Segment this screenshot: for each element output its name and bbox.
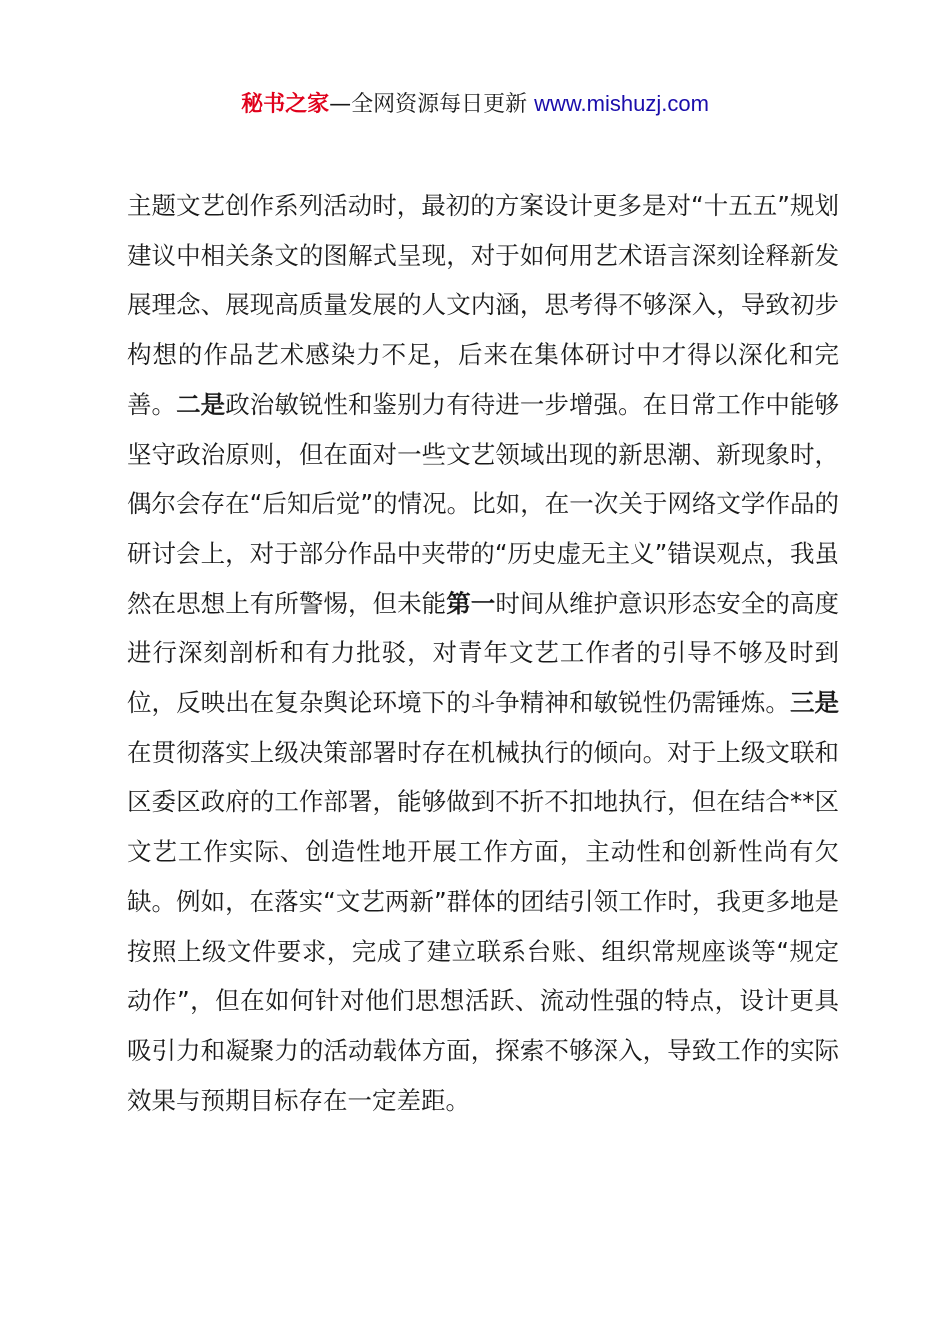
bold-marker-second: 二是 — [176, 389, 226, 419]
paragraph-text: 政治敏锐性和鉴别力有待进一步增强。在日常工作中能够坚守政治原则，但在面对一些文艺领域出现的新思潮、新现象时，偶尔会存在“后知后觉”的情况。比如，在一次关于网络文学作品的研讨会上，对于部分作品中夹带的“历史虚无主义”错误观点，我虽然在思想上有所警惕，但未能 — [127, 389, 840, 618]
bold-marker-first: 第一 — [446, 588, 496, 618]
paragraph-text: 主题文艺创作系列活动时，最初的方案设计更多是对“十五五”规划建议中相关条文的图解式呈现，对于如何用艺术语言深刻诠释新发展理念、展现高质量发展的人文内涵，思考得不够深入，导致初步构想的作品艺术感染力不足，后来在集体研讨中才得以深化和完善。 — [127, 191, 839, 419]
site-url-link[interactable]: www.mishuzj.com — [534, 91, 709, 116]
page-header — [0, 88, 950, 121]
paragraph-text: 在贯彻落实上级决策部署时存在机械执行的倾向。对于上级文联和区委区政府的工作部署，能够做到不折不扣地执行，但在结合**区文艺工作实际、创造性地开展工作方面，主动性和创新性尚有欠缺。例如，在落实“文艺两新”群体的团结引领工作时，我更多地是按照上级文件要求，完成了建立联系台账、组织常规座谈等“规定动作”，但在如何针对他们思想活跃、流动性强的特点，设计更具吸引力和凝聚力的活动载体方面，探索不够深入，导致工作的实际效果与预期目标存在一定差距。 — [127, 737, 839, 1115]
body-paragraph — [127, 181, 839, 1125]
brand-name: 秘书之家 — [241, 92, 330, 117]
bold-marker-third: 三是 — [789, 688, 840, 718]
header-tagline: —全网资源每日更新 — [329, 92, 535, 117]
paragraph-text: 时间从维护意识形态安全的高度进行深刻剖析和有力批驳，对青年文艺工作者的引导不够及时到位，反映出在复杂舆论环境下的斗争精神和敏锐性仍需锤炼。 — [127, 588, 840, 718]
